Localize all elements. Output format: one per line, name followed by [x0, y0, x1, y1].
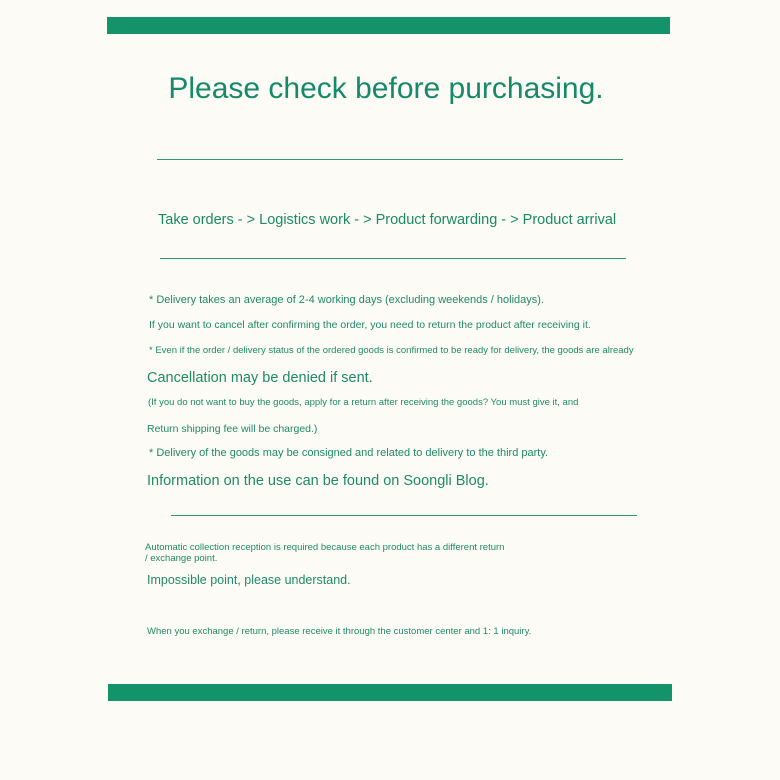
notice-return-fee: Return shipping fee will be charged.)	[147, 423, 318, 435]
divider-line	[157, 159, 623, 160]
page-title: Please check before purchasing.	[168, 72, 604, 105]
exchange-collection-notice	[145, 542, 504, 564]
divider-line	[160, 258, 626, 259]
exchange-collection-line-2: / exchange point.	[145, 553, 218, 564]
notice-blog-info: Information on the use can be found on Soongli Blog.	[147, 473, 489, 489]
exchange-inquiry-text: When you exchange / return, please receive it through the customer center and 1: 1 inquiry.	[147, 626, 532, 637]
notice-delivery-time: * Delivery takes an average of 2-4 working days (excluding weekends / holidays).	[149, 294, 544, 306]
exchange-collection-line-1: Automatic collection reception is required because each product has a different return	[145, 542, 505, 553]
notice-cancellation-denied: Cancellation may be denied if sent.	[147, 370, 373, 386]
bottom-accent-bar	[108, 684, 672, 701]
divider-line	[171, 515, 637, 516]
notice-third-party: * Delivery of the goods may be consigned and related to delivery to the third party.	[149, 447, 549, 459]
top-accent-bar	[107, 17, 670, 34]
process-flow-text: Take orders - > Logistics work - > Product forwarding - > Product arrival	[158, 212, 617, 228]
notice-return-instruction: (If you do not want to buy the goods, apply for a return after receiving the goods? You must give it, and	[148, 397, 579, 408]
exchange-understand-text: Impossible point, please understand.	[147, 573, 351, 587]
notice-cancel-after-confirm: If you want to cancel after confirming the order, you need to return the product after receiving it.	[149, 319, 591, 331]
notice-ready-status: * Even if the order / delivery status of the ordered goods is confirmed to be ready for delivery, the goods are already	[149, 345, 634, 356]
